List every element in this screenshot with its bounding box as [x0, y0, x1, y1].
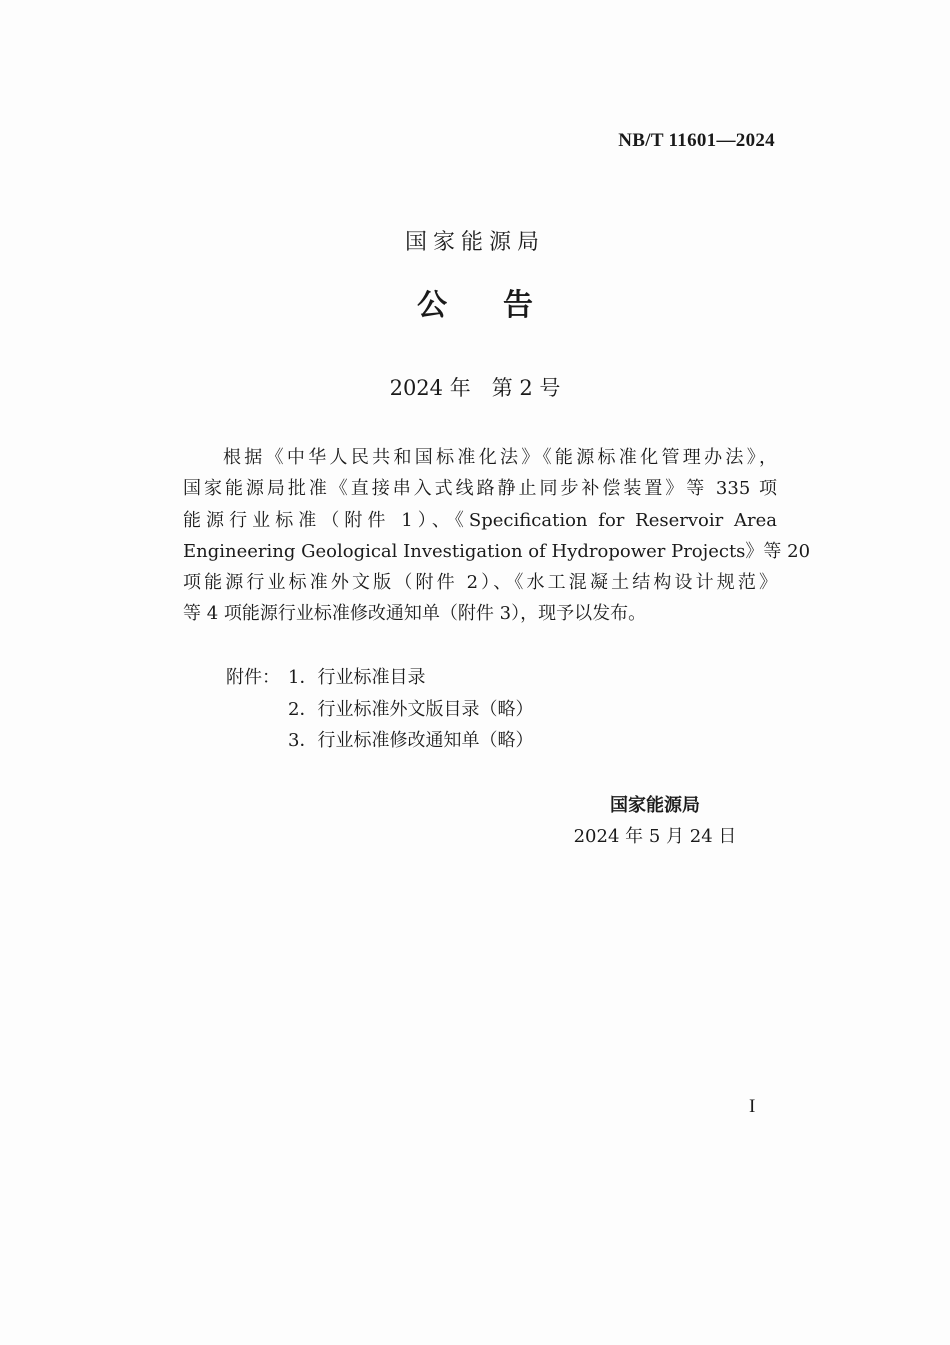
attachments-list	[226, 662, 533, 757]
signature-organization: 国家能源局	[610, 795, 700, 816]
issuer-heading: 国家能源局	[404, 230, 545, 255]
body-line: 根据《中华人民共和国标准化法》《能源标准化管理办法》，	[223, 447, 777, 468]
attachment-item-text: 1．行业标准目录	[288, 667, 426, 688]
attachment-item-text: 3．行业标准修改通知单（略）	[288, 730, 534, 751]
attachments-label: 附件：	[226, 667, 280, 688]
standard-number: NB/T 11601—2024	[618, 130, 775, 151]
notice-number: 2024 年 第 2 号	[389, 376, 561, 400]
signature-block	[560, 790, 750, 852]
page-number: I	[749, 1096, 756, 1117]
notice-title: 公告	[417, 288, 589, 323]
body-line: 项能源行业标准外文版（附件 2）、《水工混凝土结构设计规范》	[183, 572, 777, 594]
attachment-item	[226, 694, 533, 726]
body-line: 国家能源局批准《直接串入式线路静止同步补偿装置》等 335 项	[183, 478, 777, 500]
attachment-item	[226, 725, 533, 757]
body-line: Engineering Geological Investigation of Hydropower Projects》等 20	[183, 540, 811, 562]
notice-body	[183, 442, 811, 630]
body-line: 能源行业标准（附件 1）、《Specification for Reservoir Area	[183, 509, 777, 531]
body-line: 等 4 项能源行业标准修改通知单（附件 3），现予以发布。	[183, 603, 647, 625]
attachment-item	[226, 662, 533, 694]
signature-date: 2024 年 5 月 24 日	[573, 826, 737, 847]
attachment-item-text: 2．行业标准外文版目录（略）	[288, 698, 534, 720]
